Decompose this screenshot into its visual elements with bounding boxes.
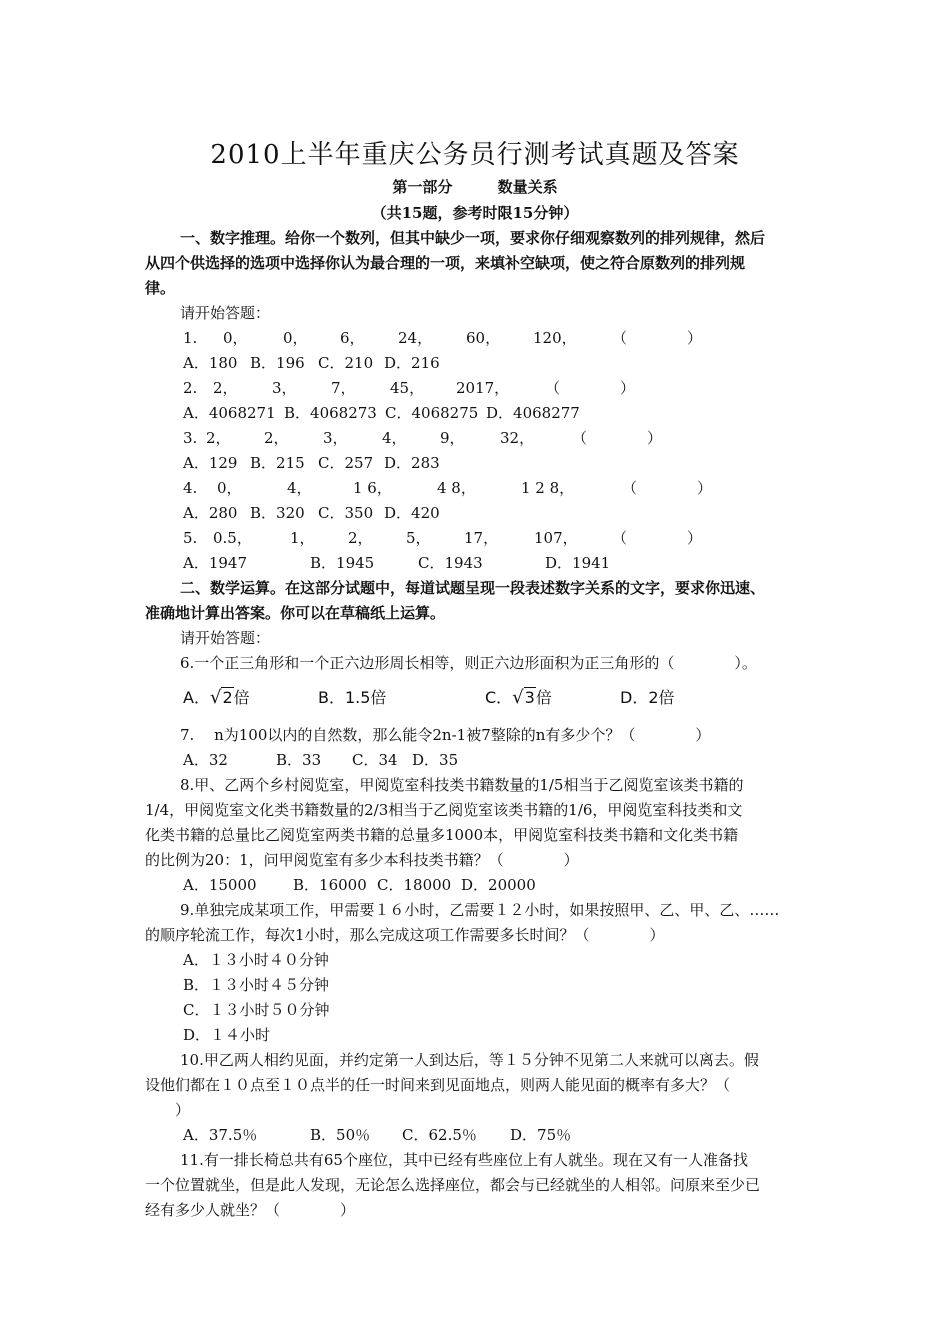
q5-term: 5， [406,529,431,547]
q5-answer-blank: （ ） [612,529,703,547]
q6-option-a-suffix: 倍 [233,688,250,707]
q3-option-b: B．215 [250,454,305,472]
q8-line-1: 8.甲、乙两个乡村阅览室，甲阅览室科技类书籍数量的1/5相当于乙阅览室该类书籍的 [180,776,744,794]
q10-line-2: 设他们都在１０点至１０点半的任一时间来到见面地点，则两人能见面的概率有多大？（ [145,1076,731,1094]
q8-option-d: D．20000 [461,876,536,894]
q5-term: 0.5， [213,529,252,547]
q9-line-1: 9.单独完成某项工作，甲需要１６小时，乙需要１２小时，如果按照甲、乙、甲、乙、…… [180,901,780,919]
section2-start: 请开始答题： [180,629,271,647]
part-name: 第一部分 [392,178,453,196]
q5-term: 107， [534,529,578,547]
time-limit: （共15题，参考时限15分钟） [371,204,579,222]
part-topic: 数量关系 [497,178,558,196]
q6-option-c-radicand: 3 [524,688,535,707]
q1-term: 0， [223,329,248,347]
q5-term: 1， [290,529,315,547]
q5-number: 5. [183,529,198,547]
q8-option-c: C．18000 [377,876,452,894]
section1-intro-line-3: 律。 [145,279,176,297]
section1-intro-line-2: 从四个供选择的选项中选择你认为最合理的一项，来填补空缺项，使之符合原数列的排列规 [145,254,746,272]
q7-option-a: A．32 [183,751,228,769]
q8-option-a: A．15000 [183,876,257,894]
q1-term: 0， [283,329,308,347]
q5-option-a: A．1947 [183,554,248,572]
q8-line-4: 的比例为20：1，问甲阅览室有多少本科技类书籍？（ ） [145,851,579,869]
q11-line-3: 经有多少人就坐？（ ） [145,1201,356,1219]
q1-option-b: B．196 [250,354,305,372]
q6-option-a-prefix: A． [183,688,210,707]
square-root-symbol: √2 [209,687,233,708]
q4-option-d: D．420 [384,504,440,522]
q2-term: 45， [390,379,425,397]
q8-line-2: 1/4，甲阅览室文化类书籍数量的2/3相当于乙阅览室该类书籍的1/6，甲阅览室科技类和文 [145,801,743,819]
q7-option-d: D．35 [412,751,459,769]
q6-option-a [183,688,250,708]
q1-term: 120， [533,329,577,347]
q1-term: 60， [466,329,501,347]
q4-option-b: B．320 [250,504,305,522]
q2-option-c: C．4068275 [385,404,479,422]
q3-term: 4， [382,429,407,447]
q4-term: 1 2 8， [521,479,575,497]
q2-option-d: D．4068277 [486,404,580,422]
q2-option-b: B．4068273 [284,404,377,422]
q10-option-b: B．50％ [310,1126,371,1144]
q5-term: 17， [464,529,499,547]
q3-answer-blank: （ ） [572,429,663,447]
q10-line-3: ） [160,1101,191,1119]
q3-option-d: D．283 [384,454,440,472]
q2-term: 7， [331,379,356,397]
q7-text: 7. n为100以内的自然数，那么能令2n-1被7整除的n有多少个？（ ） [180,726,711,744]
q7-option-c: C．34 [352,751,398,769]
q1-number: 1. [183,329,198,347]
q8-option-b: B．16000 [293,876,367,894]
q4-answer-blank: （ ） [622,479,713,497]
q1-option-c: C．210 [318,354,374,372]
q9-line-2: 的顺序轮流工作，每次1小时，那么完成这项工作需要多长时间？（ ） [145,926,665,944]
q11-line-1: 11.有一排长椅总共有65个座位，其中已经有些座位上有人就坐。现在又有一人准备找 [180,1151,748,1169]
square-root-symbol: √3 [512,687,535,708]
q3-term: 9， [440,429,465,447]
q3-number: 3. [183,429,198,447]
q4-term: 4， [287,479,312,497]
q1-option-d: D．216 [384,354,440,372]
q4-number: 4. [183,479,198,497]
q2-term: 3， [272,379,297,397]
q2-term: 2017， [456,379,510,397]
q4-term: 4 8， [437,479,476,497]
document-title: 2010上半年重庆公务员行测考试真题及答案 [210,140,740,170]
q4-term: 1 6， [353,479,392,497]
q10-option-a: A．37.5％ [183,1126,258,1144]
part-heading [0,176,950,197]
q9-option-d: D．１４小时 [183,1026,271,1044]
q2-option-a: A．4068271 [183,404,276,422]
q9-option-b: B．１３小时４５分钟 [183,976,330,994]
q4-term: 0， [217,479,242,497]
q2-number: 2. [183,379,198,397]
q3-term: 32， [500,429,535,447]
q3-option-a: A．129 [183,454,238,472]
q2-term: 2， [213,379,238,397]
q9-option-c: C．１３小时５０分钟 [183,1001,330,1019]
section2-intro-line-2: 准确地计算出答案。你可以在草稿纸上运算。 [145,604,446,622]
q6-option-d: D．2倍 [620,688,675,707]
q7-option-b: B．33 [276,751,322,769]
section2-intro-line-1: 二、数学运算。在这部分试题中，每道试题呈现一段表述数字关系的文字，要求你迅速、 [180,579,766,597]
q2-answer-blank: （ ） [545,379,636,397]
q1-term: 6， [340,329,365,347]
q9-option-a: A．１３小时４０分钟 [183,951,329,969]
q5-option-d: D．1941 [545,554,611,572]
q10-option-d: D．75％ [510,1126,572,1144]
q3-term: 2， [206,429,231,447]
q1-term: 24， [398,329,433,347]
section1-start: 请开始答题： [180,304,271,322]
q6-text: 6.一个正三角形和一个正六边形周长相等，则正六边形面积为正三角形的（ ）。 [180,654,757,672]
q8-line-3: 化类书籍的总量比乙阅览室两类书籍的总量多1000本，甲阅览室科技类书籍和文化类书籍 [145,826,739,844]
q6-option-a-radicand: 2 [222,688,233,707]
q1-option-a: A．180 [183,354,238,372]
q4-option-a: A．280 [183,504,238,522]
q6-option-c-prefix: C． [485,688,513,707]
q3-term: 2， [264,429,289,447]
q3-term: 3， [323,429,348,447]
q3-option-c: C．257 [318,454,374,472]
q1-answer-blank: （ ） [612,329,703,347]
q6-option-c [485,688,552,708]
q10-option-c: C．62.5％ [402,1126,477,1144]
q5-option-b: B．1945 [310,554,375,572]
q6-option-c-suffix: 倍 [535,688,552,707]
q4-option-c: C．350 [318,504,374,522]
section1-intro-line-1: 一、数字推理。给你一个数列，但其中缺少一项，要求你仔细观察数列的排列规律，然后 [180,229,766,247]
q10-line-1: 10.甲乙两人相约见面，并约定第一人到达后，等１５分钟不见第二人来就可以离去。假 [180,1051,759,1069]
q5-option-c: C．1943 [418,554,483,572]
q5-term: 2， [348,529,373,547]
q11-line-2: 一个位置就坐，但是此人发现，无论怎么选择座位，都会与已经就坐的人相邻。问原来至少已 [145,1176,761,1194]
q6-option-b: B．1.5倍 [318,688,387,707]
